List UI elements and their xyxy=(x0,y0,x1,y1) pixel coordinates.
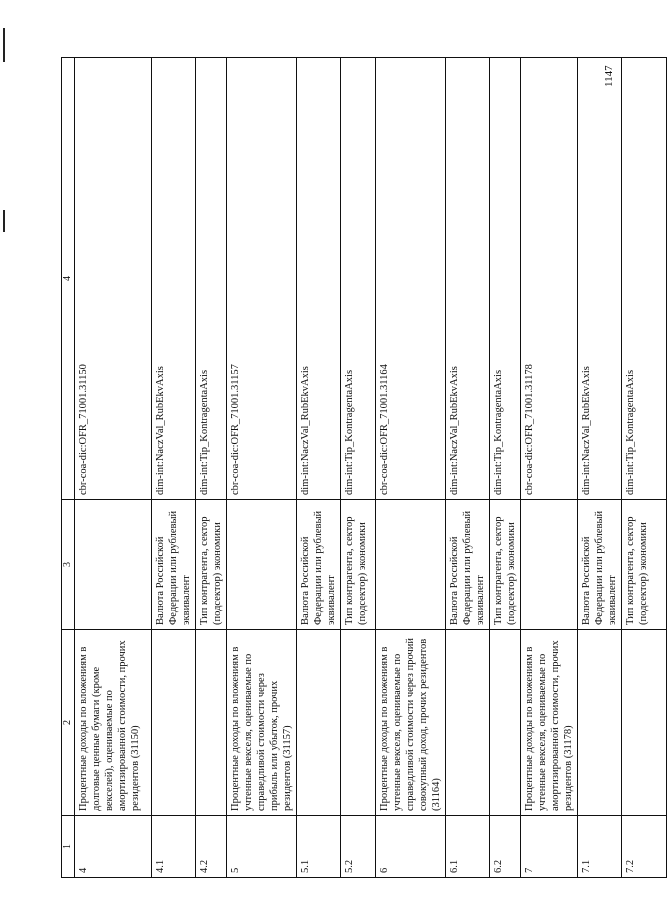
row-description xyxy=(446,630,490,816)
row-dimension xyxy=(521,500,578,630)
row-code: dim-int:Tip_KontragentaAxis xyxy=(341,58,376,500)
row-description xyxy=(490,630,521,816)
row-number: 5.2 xyxy=(341,816,376,878)
row-code: dim-int:Tip_KontragentaAxis xyxy=(622,58,667,500)
row-code: cbr-coa-dic:OFR_71001.31178 xyxy=(521,58,578,500)
row-code: cbr-coa-dic:OFR_71001.31164 xyxy=(376,58,446,500)
row-description xyxy=(622,630,667,816)
column-number-4: 4 xyxy=(62,58,75,500)
table-row xyxy=(376,58,446,878)
page-number: 1147 xyxy=(603,65,615,87)
row-number: 4.2 xyxy=(196,816,227,878)
row-code: cbr-coa-dic:OFR_71001.31157 xyxy=(227,58,297,500)
row-number: 6.2 xyxy=(490,816,521,878)
row-number: 5.1 xyxy=(297,816,341,878)
table-row xyxy=(75,58,152,878)
column-number-2: 2 xyxy=(62,630,75,816)
row-code: dim-int:Tip_KontragentaAxis xyxy=(196,58,227,500)
row-code: dim-int:NaczVal_RubEkvAxis xyxy=(297,58,341,500)
table-row xyxy=(578,58,622,878)
column-number-3: 3 xyxy=(62,500,75,630)
row-dimension: Валюта Российской Федерации или рублевый эквивалент xyxy=(152,500,196,630)
row-number: 7 xyxy=(521,816,578,878)
row-number: 5 xyxy=(227,816,297,878)
scan-edge-mark xyxy=(3,28,5,62)
table-row xyxy=(227,58,297,878)
row-dimension: Тип контрагента, сектор (подсектор) экономики xyxy=(622,500,667,630)
row-number: 7.1 xyxy=(578,816,622,878)
row-description xyxy=(152,630,196,816)
row-dimension xyxy=(75,500,152,630)
table-row xyxy=(622,58,667,878)
table-row xyxy=(446,58,490,878)
row-description: Процентные доходы по вложениям в учтенные векселя, оцениваемые по амортизированной стоимости, прочих резидентов (31178) xyxy=(521,630,578,816)
table-row xyxy=(152,58,196,878)
table-row xyxy=(297,58,341,878)
row-description xyxy=(578,630,622,816)
row-dimension: Тип контрагента, сектор (подсектор) экономики xyxy=(196,500,227,630)
row-description: Процентные доходы по вложениям в долговые ценные бумаги (кроме векселей), оцениваемые по амортизированной стоимости, прочих резидентов (31150) xyxy=(75,630,152,816)
row-dimension: Валюта Российской Федерации или рублевый эквивалент xyxy=(446,500,490,630)
row-dimension xyxy=(376,500,446,630)
row-number: 6 xyxy=(376,816,446,878)
row-number: 4 xyxy=(75,816,152,878)
row-number: 4.1 xyxy=(152,816,196,878)
table-row xyxy=(341,58,376,878)
row-dimension: Тип контрагента, сектор (подсектор) экономики xyxy=(490,500,521,630)
row-number: 7.2 xyxy=(622,816,667,878)
indicators-table xyxy=(61,57,667,878)
row-description xyxy=(297,630,341,816)
table-row xyxy=(490,58,521,878)
table-row xyxy=(521,58,578,878)
row-code: dim-int:NaczVal_RubEkvAxis xyxy=(152,58,196,500)
row-description: Процентные доходы по вложениям в учтенные векселя, оцениваемые по справедливой стоимости через прочий совокупный доход, прочих резидентов (31164) xyxy=(376,630,446,816)
row-code: dim-int:NaczVal_RubEkvAxis xyxy=(446,58,490,500)
row-code: cbr-coa-dic:OFR_71001.31150 xyxy=(75,58,152,500)
row-code: dim-int:Tip_KontragentaAxis xyxy=(490,58,521,500)
row-code: dim-int:NaczVal_RubEkvAxis xyxy=(578,58,622,500)
row-dimension: Валюта Российской Федерации или рублевый эквивалент xyxy=(297,500,341,630)
row-description xyxy=(196,630,227,816)
row-dimension: Валюта Российской Федерации или рублевый эквивалент xyxy=(578,500,622,630)
table-row xyxy=(196,58,227,878)
table-header-row xyxy=(62,58,75,878)
row-number: 6.1 xyxy=(446,816,490,878)
row-description xyxy=(341,630,376,816)
row-dimension xyxy=(227,500,297,630)
row-description: Процентные доходы по вложениям в учтенные векселя, оцениваемые по справедливой стоимости через прибыль или убыток, прочих резидентов (31157) xyxy=(227,630,297,816)
scan-edge-mark xyxy=(3,210,5,232)
column-number-1: 1 xyxy=(62,816,75,878)
row-dimension: Тип контрагента, сектор (подсектор) экономики xyxy=(341,500,376,630)
